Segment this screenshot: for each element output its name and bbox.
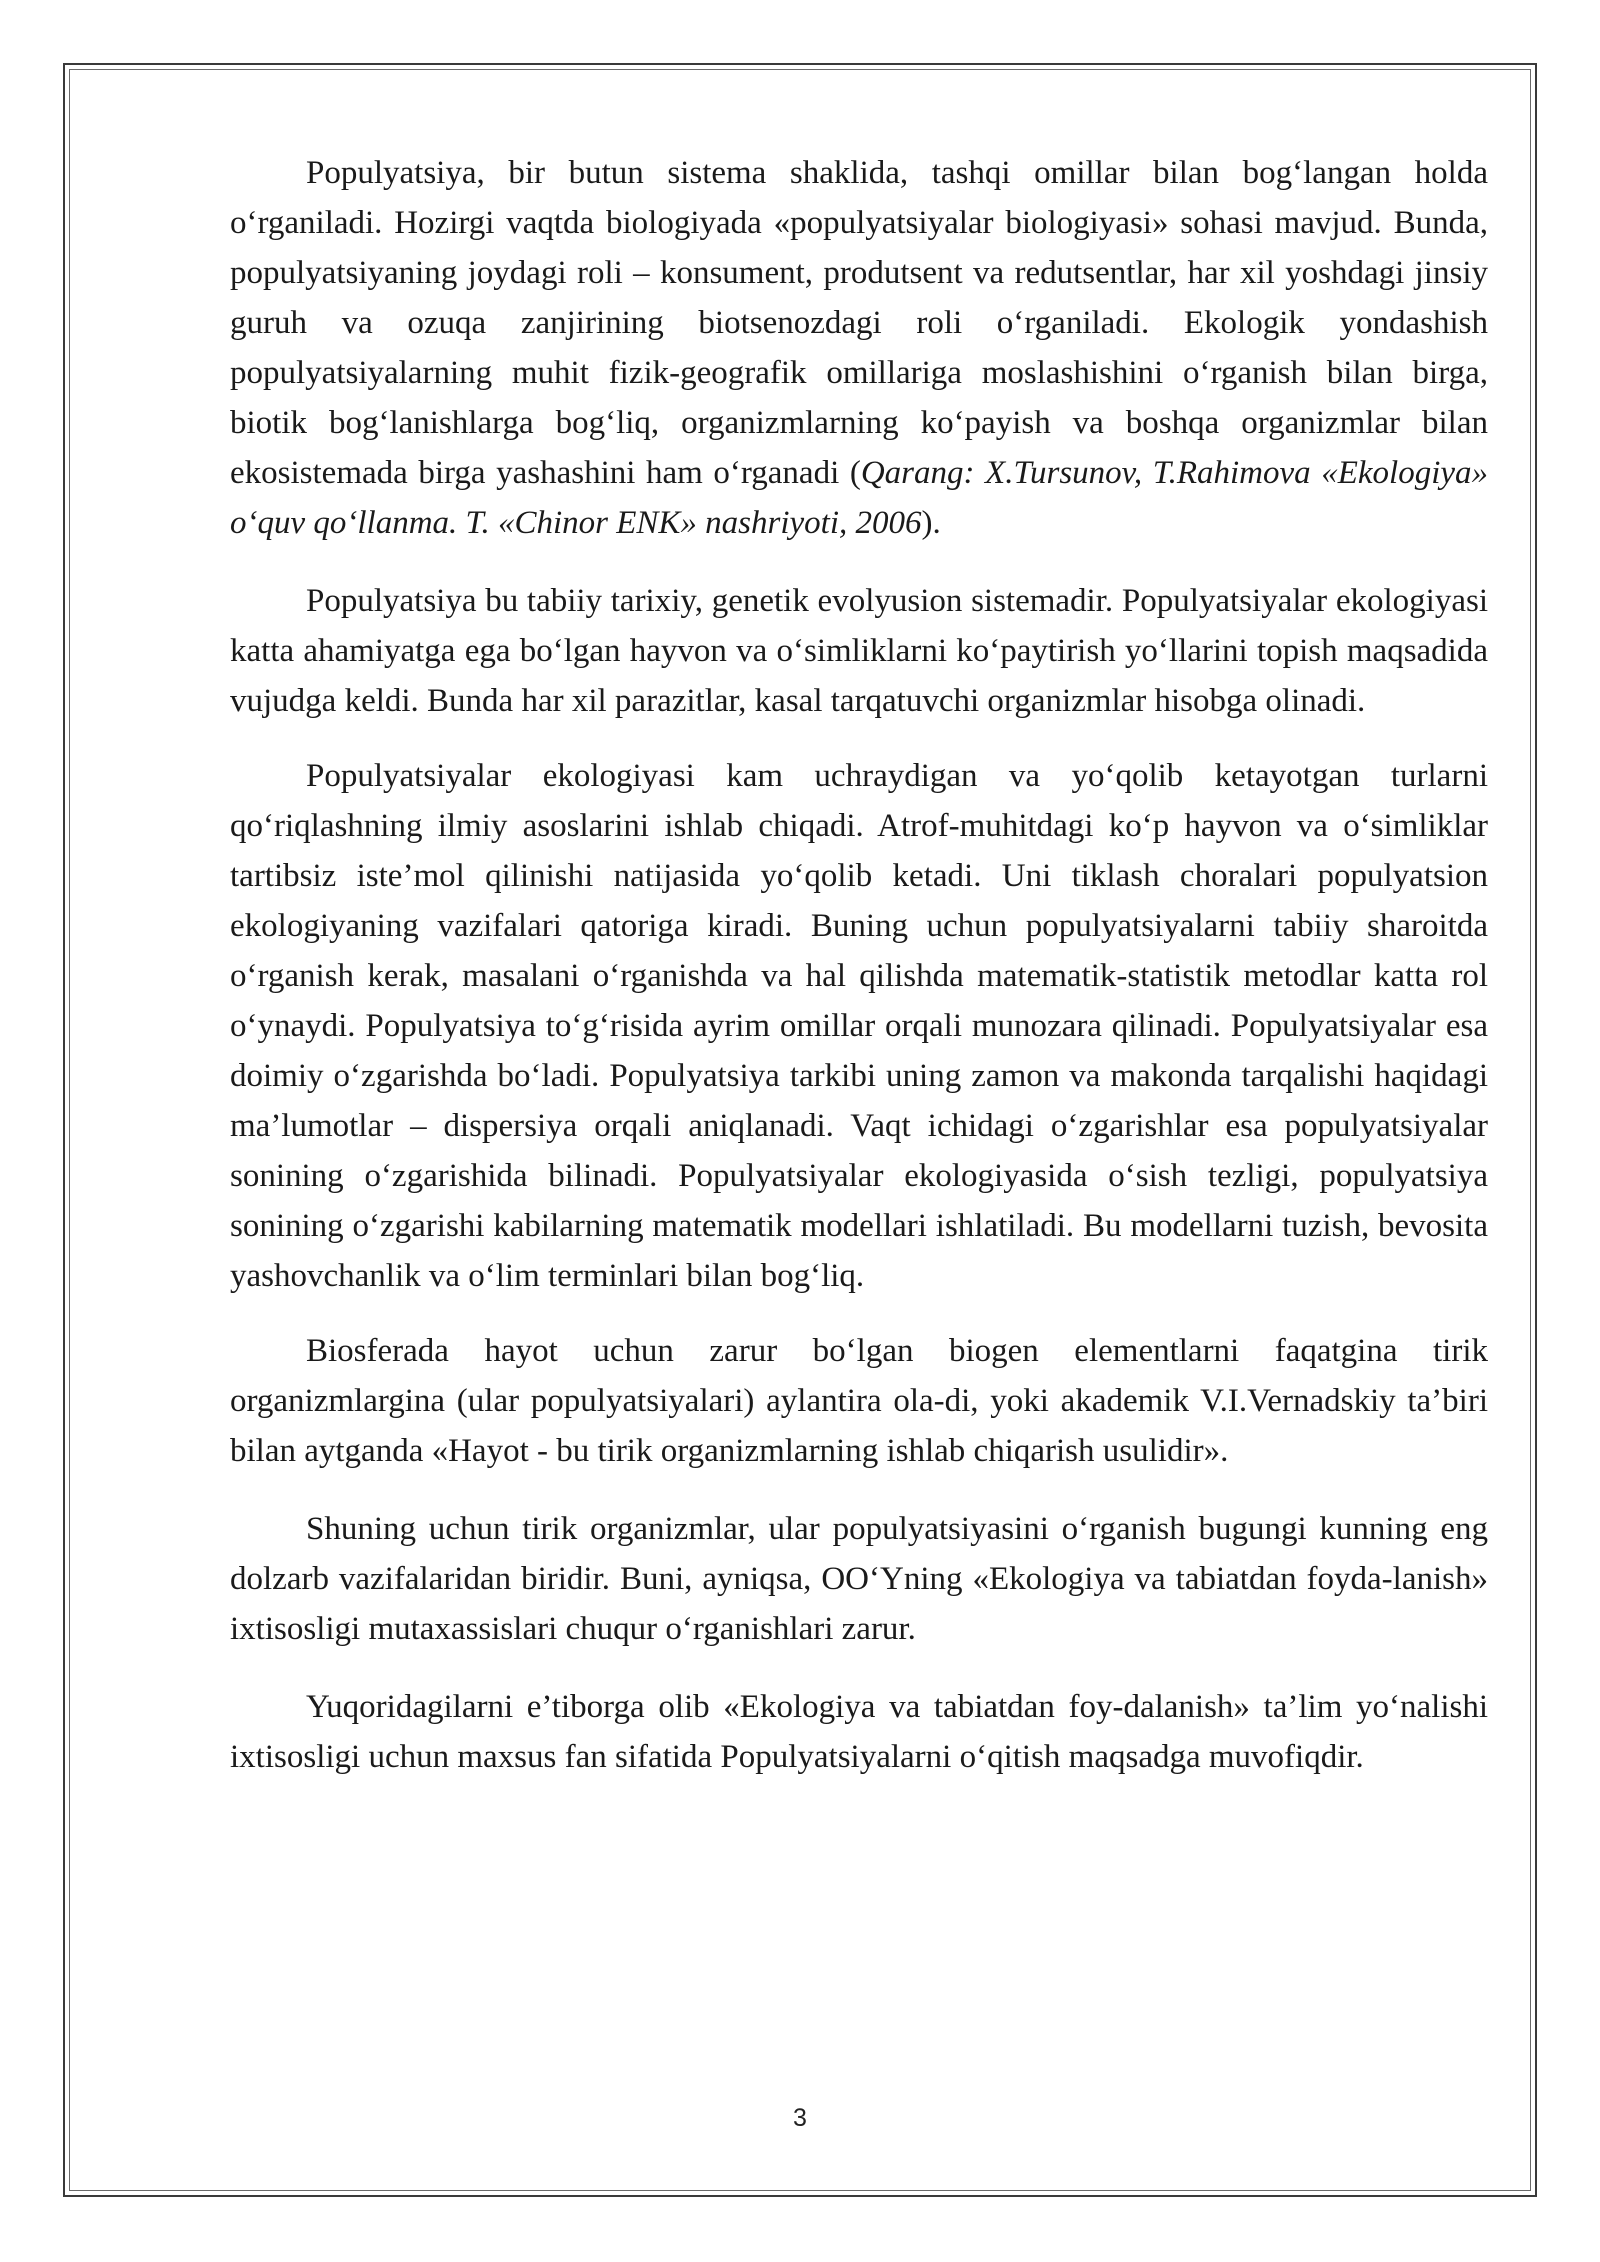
paragraph-3: Populyatsiyalar ekologiyasi kam uchraydigan va yo‘qolib ketayotgan turlarni qo‘riqlashning ilmiy asoslarini ishlab chiqadi. Atrof-muhitdagi ko‘p hayvon va o‘simliklar tartibsiz iste’mol qilinishi natijasida yo‘qolib ketadi. Uni tiklash choralari populyatsion ekologiyaning vazifalari qatoriga kiradi. Buning uchun populyatsiyalarni tabiiy sharoitda o‘rganish kerak, masalani o‘rganishda va hal qilishda matematik-statistik metodlar katta rol o‘ynaydi. Populyatsiya to‘g‘risida ayrim omillar orqali munozara qilinadi. Populyatsiyalar esa doimiy o‘zgarishda bo‘ladi. Populyatsiya tarkibi uning zamon va makonda tarqalishi haqidagi ma’lumotlar – dispersiya orqali aniqlanadi. Vaqt ichidagi o‘zgarishlar esa populyatsiyalar sonining o‘zgarishida bilinadi. Populyatsiyalar ekologiyasida o‘sish tezligi, populyatsiya sonining o‘zgarishi kabilarning matematik modellari ishlatiladi. Bu modellarni tuzish, bevosita yashovchanlik va o‘lim terminlari bilan bog‘liq. — [230, 758, 1488, 1294]
paragraph-1-text: Populyatsiya, bir butun sistema shaklida, tashqi omillar bilan bog‘langan holda o‘rganiladi. Hozirgi vaqtda biologiyada «populyatsiyalar biologiyasi» sohasi mavjud. Bunda, populyatsiyaning joydagi roli – konsument, produtsent va redutsentlar, har xil yoshdagi jinsiy guruh va ozuqa zanjirining biotsenozdagi roli o‘rganiladi. Ekologik yondashish populyatsiyalarning muhit fizik-geografik omillariga moslashishini o‘rganish bilan birga, biotik bog‘lanishlarga bog‘liq, organizmlarning ko‘payish va boshqa organizmlar bilan ekosistemada birga yashashini ham o‘rganadi ( — [230, 155, 1488, 491]
paragraph-1-tail: ). — [921, 505, 941, 541]
paragraph-1-citation: Qarang: X.Tursunov, T.Rahimova «Ekologiya» o‘quv qo‘llanma. T. «Chinor ENK» nashriyoti, 2006 — [230, 455, 1489, 541]
paragraph-6: Yuqoridagilarni e’tiborga olib «Ekologiya va tabiatdan foy-dalanish» ta’lim yo‘nalishi ixtisosligi uchun maxsus fan sifatida Populyatsiyalarni o‘qitish maqsadga muvofiqdir. — [230, 1689, 1488, 1775]
page-number: 3 — [793, 2104, 807, 2132]
paragraph-4: Biosferada hayot uchun zarur bo‘lgan biogen elementlarni faqatgina tirik organizmlargina (ular populyatsiyalari) aylantira ola-di, yoki akademik V.I.Vernadskiy ta’biri bilan aytganda «Hayot - bu tirik organizmlarning ishlab chiqarish usulidir». — [230, 1333, 1488, 1469]
paragraph-2: Populyatsiya bu tabiiy tarixiy, genetik evolyusion sistemadir. Populyatsiyalar ekologiyasi katta ahamiyatga ega bo‘lgan hayvon va o‘simliklarni ko‘paytirish yo‘llarini topish maqsadida vujudga keldi. Bunda har xil parazitlar, kasal tarqatuvchi organizmlar hisobga olinadi. — [230, 583, 1488, 719]
paragraph-5: Shuning uchun tirik organizmlar, ular populyatsiyasini o‘rganish bugungi kunning eng dolzarb vazifalaridan biridir. Buni, ayniqsa, OO‘Yning «Ekologiya va tabiatdan foyda-lanish» ixtisosligi mutaxassislari chuqur o‘rganishlari zarur. — [230, 1511, 1488, 1647]
paragraph-1 — [230, 148, 1488, 548]
document-body — [230, 148, 1488, 1807]
